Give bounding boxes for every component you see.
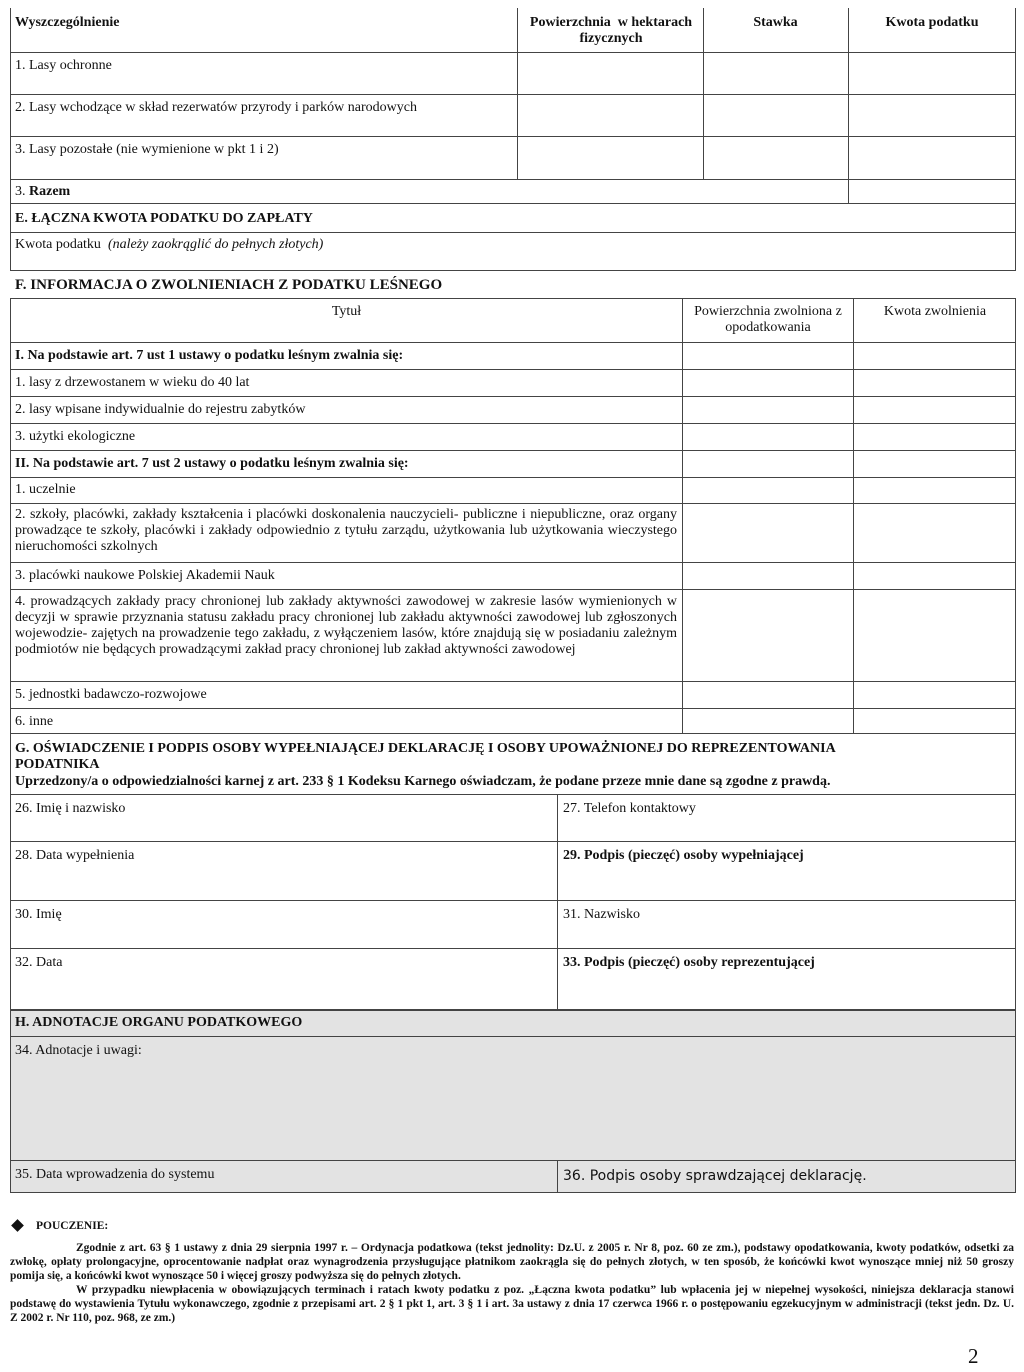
header-wyszczegolnienie: Wyszczególnienie (15, 15, 120, 30)
pouczenie-paragraph-1: Zgodnie z art. 63 § 1 ustawy z dnia 29 sierpnia 1997 r. – Ordynacja podatkowa (tekst jednolity: Dz.U. z 2005 r. Nr 8, poz. 60 ze zm.), podstawy opodatkowania, kwoty podatków, odsetki za zwłokę, opłaty prolongacyjne, oprocentowanie nadpłat oraz wynagrodzenia przysługujące płatnikom zaokrągla się do pełnych złotych, w ten sposób, że końcówki kwot wynoszące mniej niż 50 groszy pomija się, a końcówki kwot wynoszące 50 i więcej groszy podwyższa się do pełnych złotych. (10, 1242, 1014, 1282)
d-row-lasy-ochronne: 1. Lasy ochronne (15, 58, 112, 73)
f-group1-row-2: 2. lasy wpisane indywidualnie do rejestru zabytków (15, 402, 306, 417)
fill-date-field[interactable] (11, 866, 556, 899)
notes-field[interactable] (11, 1062, 1015, 1159)
h-col-divider (557, 1160, 558, 1193)
h-line (10, 1036, 1016, 1037)
section-h-title: H. ADNOTACJE ORGANU PODATKOWEGO (15, 1015, 303, 1030)
d-input-rate-2[interactable] (704, 95, 848, 136)
f29-label: 29. Podpis (pieczęć) osoby wypełniającej (563, 848, 804, 863)
f-input-area[interactable] (683, 563, 853, 589)
f-input-area[interactable] (683, 504, 853, 562)
f-input-area[interactable] (683, 397, 853, 423)
f-input-area[interactable] (683, 370, 853, 396)
last-name-field[interactable] (559, 925, 1015, 947)
f-header-kwota: Kwota zwolnienia (883, 304, 987, 319)
f-header-powierzchnia: Powierzchnia zwolniona z opodatkowania (694, 304, 842, 335)
f-input-amount[interactable] (854, 478, 1015, 503)
phone-field[interactable] (559, 818, 1015, 840)
f-input-amount[interactable] (854, 504, 1015, 562)
d-input-area-2[interactable] (518, 95, 703, 136)
f-input-area[interactable] (683, 590, 853, 681)
f-input-amount[interactable] (854, 370, 1015, 396)
d-row-lasy-pozostale: 3. Lasy pozostałe (nie wymienione w pkt 1 i 2) (15, 142, 279, 157)
signature-filler-field[interactable] (559, 866, 1015, 899)
f-group2-row-3: 3. placówki naukowe Polskiej Akademii Nauk (15, 568, 275, 583)
f-line (10, 342, 1016, 343)
f26-label: 26. Imię i nazwisko (15, 801, 126, 816)
f-input-area[interactable] (683, 424, 853, 450)
f-input-amount[interactable] (854, 709, 1015, 733)
signature-representative-field[interactable] (559, 973, 1015, 1009)
g-col-divider (557, 794, 558, 1010)
first-name-field[interactable] (11, 925, 556, 947)
f34-label: 34. Adnotacje i uwagi: (15, 1043, 142, 1058)
g-line (10, 900, 1016, 901)
e-divider (10, 232, 1016, 233)
f-line (10, 369, 682, 370)
diamond-bullet-icon (11, 1219, 24, 1232)
section-e-title: E. ŁĄCZNA KWOTA PODATKU DO ZAPŁATY (15, 211, 313, 226)
f-line (10, 450, 1016, 451)
f-group1-row-3: 3. użytki ekologiczne (15, 429, 136, 444)
section-g-statement: Uprzedzony/a o odpowiedzialności karnej z art. 233 § 1 Kodeksu Karnego oświadczam, że podane przeze mnie dane są zgodne z prawdą. (15, 774, 831, 789)
d-input-area-1[interactable] (518, 53, 703, 94)
g-line (10, 948, 1016, 949)
f27-label: 27. Telefon kontaktowy (563, 801, 696, 816)
d-input-rate-1[interactable] (704, 53, 848, 94)
f36-label: 36. Podpis osoby sprawdzającej deklarację. (563, 1168, 867, 1184)
d-input-tax-3[interactable] (849, 137, 1015, 179)
page-number: 2 (968, 1344, 979, 1368)
name-field[interactable] (11, 818, 556, 840)
g-line (10, 841, 1016, 842)
f33-label: 33. Podpis (pieczęć) osoby reprezentującej (563, 955, 815, 970)
f-input-area[interactable] (683, 478, 853, 503)
f-input-amount[interactable] (854, 424, 1015, 450)
d-input-rate-3[interactable] (704, 137, 848, 179)
header-kwota-podatku: Kwota podatku (885, 15, 979, 30)
f-group1-row-1: 1. lasy z drzewostanem w wieku do 40 lat (15, 375, 250, 390)
e-kwota-label: Kwota podatku (należy zaokrąglić do pełnych złotych) (15, 237, 324, 252)
f-input-amount[interactable] (854, 682, 1015, 708)
header-stawka: Stawka (753, 15, 798, 30)
f35-label: 35. Data wprowadzenia do systemu (15, 1167, 215, 1182)
f-group-1-title: I. Na podstawie art. 7 ust 1 ustawy o podatku leśnym zwalnia się: (15, 348, 404, 363)
pouczenie-title: POUCZENIE: (36, 1220, 109, 1232)
f-input-amount[interactable] (854, 563, 1015, 589)
f-group2-row-6: 6. inne (15, 714, 54, 729)
f-input-amount[interactable] (854, 397, 1015, 423)
f-input-area[interactable] (683, 709, 853, 733)
f-group2-row-4: 4. prowadzących zakłady pracy chronionej lub zakłady aktywności zawodowej w zakresie lasów wymienionych w decyzji w sprawie przyznania statusu zakładu pracy chronionej lub zakładu aktywności zawodowej lub zgłoszonych wojewodzie- zajętych na prowadzenie tego zakładu, z wyłączeniem lasów, które znajdują się w posiadaniu zależnym podmiotów nie będących prowadzącymi zakład pracy chronionej lub zakład aktywności zawodowej (15, 594, 677, 657)
f32-label: 32. Data (15, 955, 63, 970)
f-input-amount[interactable] (854, 590, 1015, 681)
date-field[interactable] (11, 973, 556, 1009)
pouczenie-paragraph-2: W przypadku niewpłacenia w obowiązujących terminach i ratach kwoty podatku z poz. „Łączna kwota podatku” lub wpłacenia jej w niepełnej wysokości, niniejsza deklaracja stanowi podstawę do wystawienia Tytułu wykonawczego, zgodnie z przepisami art. 2 § 1 pkt 1, art. 3 § 1 i art. 3a ustawy z dnia 17 czerwca 1966 r. o postępowaniu egzekucyjnym w administracji (tekst jedn. Dz. U. Z 2002 r. Nr 110, poz. 968, ze zm.) (10, 1284, 1014, 1324)
e-kwota-input[interactable] (350, 234, 1014, 269)
f28-label: 28. Data wypełnienia (15, 848, 135, 863)
f31-label: 31. Nazwisko (563, 907, 640, 922)
d-input-total[interactable] (849, 180, 1015, 204)
d-row-lasy-rezerwatow: 2. Lasy wchodzące w skład rezerwatów przyrody i parków narodowych (15, 100, 417, 115)
f-group-2-title: II. Na podstawie art. 7 ust 2 ustawy o podatku leśnym zwalnia się: (15, 456, 409, 471)
f-group2-row-5: 5. jednostki badawczo-rozwojowe (15, 687, 207, 702)
d-input-tax-1[interactable] (849, 53, 1015, 94)
f-group2-row-1: 1. uczelnie (15, 482, 76, 497)
header-powierzchnia: Powierzchnia w hektarach fizycznych (529, 15, 696, 46)
h-line (10, 1160, 1016, 1161)
f-header-tytul: Tytuł (331, 304, 362, 319)
d-input-tax-2[interactable] (849, 95, 1015, 136)
f-input-area[interactable] (683, 682, 853, 708)
g-line (10, 794, 1016, 795)
d-input-area-3[interactable] (518, 137, 703, 179)
section-g-title: G. OŚWIADCZENIE I PODPIS OSOBY WYPEŁNIAJĄCEJ DEKLARACJĘ I OSOBY UPOWAŻNIONEJ DO REPREZENTOWANIA PODATNIKA (15, 741, 835, 772)
section-f-title: F. INFORMACJA O ZWOLNIENIACH Z PODATKU LEŚNEGO (15, 277, 443, 293)
d-row-razem: 3. Razem (15, 184, 71, 199)
f30-label: 30. Imię (15, 907, 62, 922)
f-group2-row-2: 2. szkoły, placówki, zakłady kształcenia i placówki doskonalenia nauczycieli- publiczne i niepubliczne, oraz organy prowadzące te szkoły, placówki i zakłady odpowiednio z tytułu zarządu, użytkowania lub użytkowania wieczystego nieruchomości szkolnych (15, 507, 677, 554)
